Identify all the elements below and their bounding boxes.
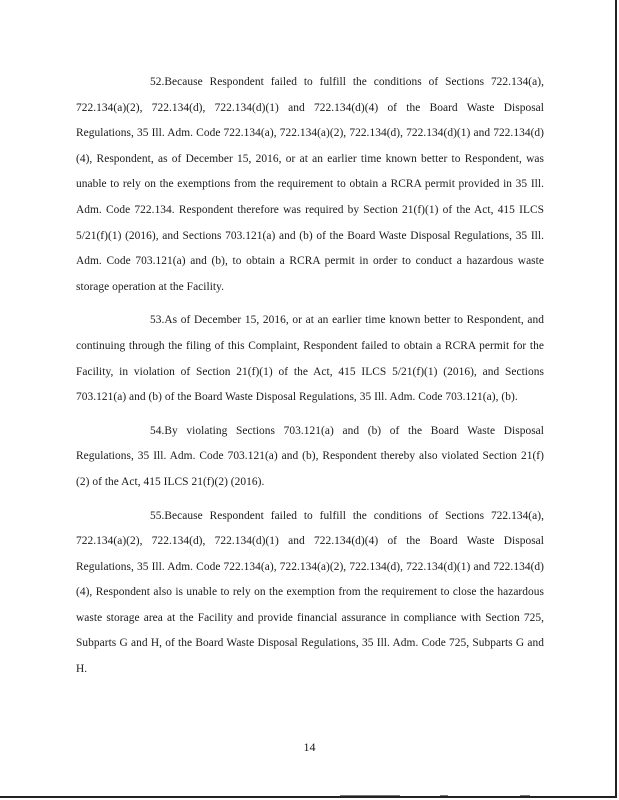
paragraph-55 [76, 504, 544, 683]
paragraph-number: 55. [150, 509, 165, 522]
scan-artifact [340, 795, 400, 796]
paragraph-number: 54. [150, 424, 165, 437]
paragraph-54 [76, 419, 544, 496]
paragraph-text: Because Respondent failed to fulfill the conditions of Sections 722.134(a), 722.134(a)(2), 722.134(d), 722.134(d)(1) and 722.134(d)(4) of the Board Waste Disposal Regulations, 35 Ill. Adm. Code 722.134(a), 722.134(a)(2), 722.134(d), 722.134(d)(1) and 722.134(d)(4), Respondent, as of December 15, 2016, or at an earlier time known better to Respondent, was unable to rely on the exemptions from the requirement to obtain a RCRA permit provided in 35 Ill. Adm. Code 722.134. Respondent therefore was required by Section 21(f)(1) of the Act, 415 ILCS 5/21(f)(1) (2016), and Sections 703.121(a) and (b) of the Board Waste Disposal Regulations, 35 Ill. Adm. Code 703.121(a) and (b), to obtain a RCRA permit in order to conduct a hazardous waste storage operation at the Facility. [76, 76, 544, 293]
paragraph-text: Because Respondent failed to fulfill the conditions of Sections 722.134(a), 722.134(a)(2), 722.134(d), 722.134(d)(1) and 722.134(d)(4) of the Board Waste Disposal Regulations, 35 Ill. Adm. Code 722.134(a), 722.134(a)(2), 722.134(d), 722.134(d)(1) and 722.134(d)(4), Respondent also is unable to rely on the exemption from the requirement to close the hazardous waste storage area at the Facility and provide financial assurance in compliance with Section 725, Subparts G and H, of the Board Waste Disposal Regulations, 35 Ill. Adm. Code 725, Subparts G and H. [76, 509, 544, 676]
paragraph-text: By violating Sections 703.121(a) and (b) of the Board Waste Disposal Regulations, 35 Ill. Adm. Code 703.121(a) and (b), Respondent thereby also violated Section 21(f)(2) of the Act, 415 ILCS 21(f)(2) (2016). [76, 424, 544, 488]
scan-artifact [440, 795, 448, 796]
page-number: 14 [303, 740, 316, 754]
paragraph-number: 53. [150, 314, 165, 327]
paragraph-number: 52. [150, 76, 165, 88]
paragraph-53 [76, 308, 544, 410]
paragraph-52 [76, 70, 544, 300]
scan-artifact [520, 795, 530, 796]
document-body [76, 70, 544, 691]
paragraph-text: As of December 15, 2016, or at an earlier time known better to Respondent, and continuing through the filing of this Complaint, Respondent failed to obtain a RCRA permit for the Facility, in violation of Section 21(f)(1) of the Act, 415 ILCS 5/21(f)(1) (2016), and Sections 703.121(a) and (b) of the Board Waste Disposal Regulations, 35 Ill. Adm. Code 703.121(a), (b). [76, 314, 544, 404]
